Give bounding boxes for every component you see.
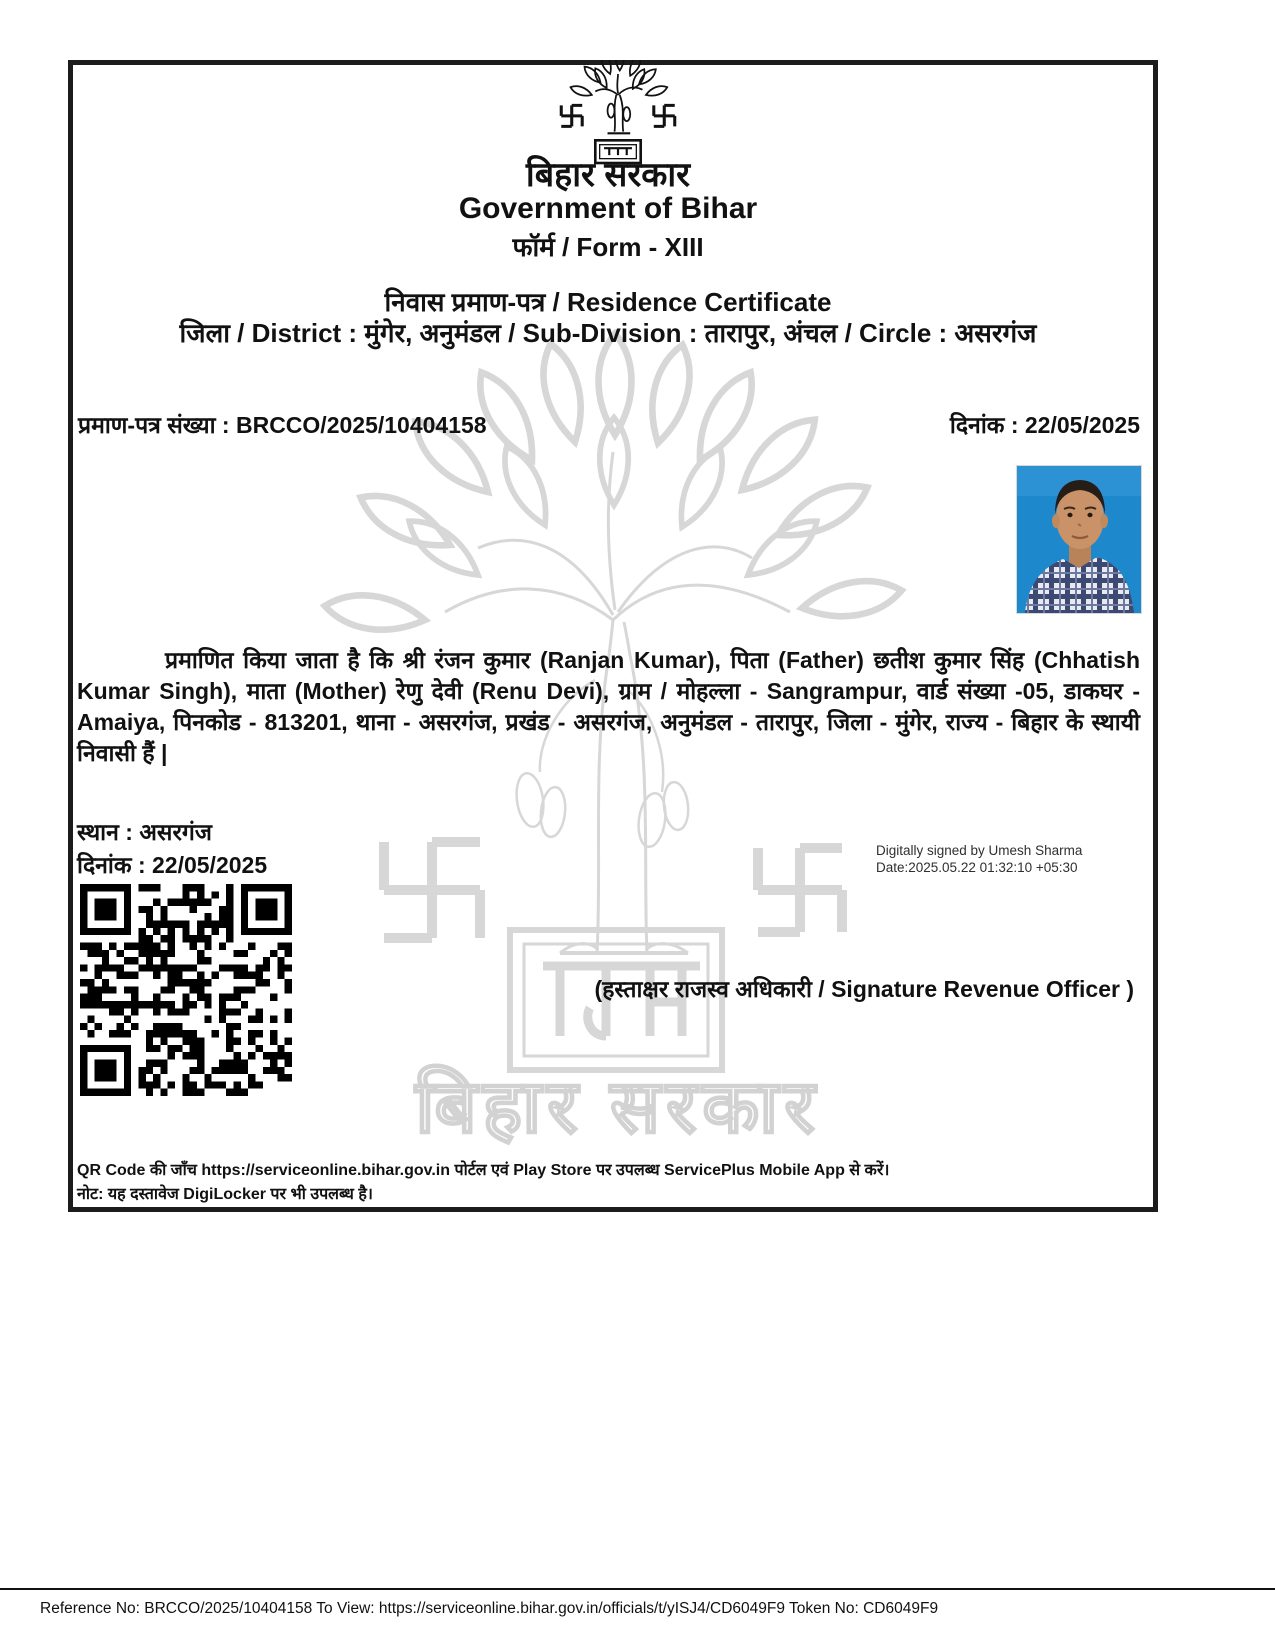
qr-verification-note: QR Code की जाँच https://serviceonline.bihar.gov.in पोर्टल एवं Play Store पर उपलब्ध ServicePlus Mobile App से करें। [77,1162,890,1179]
watermark-text: बिहार सरकार [415,1065,821,1148]
certificate-body-text: प्रमाणित किया जाता है कि श्री रंजन कुमार (Ranjan Kumar), पिता (Father) छतीश कुमार सिंह (Chhatish Kumar Singh), माता (Mother) रेणु देवी (Renu Devi), ग्राम / मोहल्ला - Sangrampur, वार्ड संख्या -05, डाकघर - Amaiya, पिनकोड - 813201, थाना - असरगंज, प्रखंड - असरगंज, अनुमंडल - तारापुर, जिला - मुंगेर, राज्य - बिहार के स्थायी निवासी हैं | [77,647,1140,766]
digital-signature-signer: Digitally signed by Umesh Sharma [876,843,1083,858]
certificate-title: निवास प्रमाण-पत्र / Residence Certificate [384,287,832,317]
digilocker-note: नोट: यह दस्तावेज DigiLocker पर भी उपलब्ध है। [77,1186,373,1203]
signature-revenue-officer-line: (हस्ताक्षर राजस्व अधिकारी / Signature Revenue Officer ) [594,976,1134,1002]
emblem-swastika-right [654,105,675,126]
issue-date-line: दिनांक : 22/05/2025 [77,852,268,878]
government-name-english: Government of Bihar [458,192,758,225]
district-subdivision-circle-line: जिला / District : मुंगेर, अनुमंडल / Sub-Division : तारापुर, अंचल / Circle : असरगंज [179,318,1037,348]
form-number-line: फॉर्म / Form - XIII [512,232,704,262]
certificate-date: दिनांक : 22/05/2025 [949,412,1140,438]
footer-divider [0,1588,1275,1590]
footer-reference-line: Reference No: BRCCO/2025/10404158 To View: https://serviceonline.bihar.gov.in/officials/t/yISJ4/CD6049F9 Token No: CD6049F9 [40,1600,939,1617]
applicant-photo [1016,465,1142,614]
digital-signature-date: Date:2025.05.22 01:32:10 +05:30 [876,860,1078,875]
place-line: स्थान : असरगंज [77,819,212,845]
certificate-number: प्रमाण-पत्र संख्या : BRCCO/2025/10404158 [78,412,487,438]
certificate-meta-row [78,408,1140,440]
emblem-swastika-left [561,105,582,126]
digital-signature-block [876,842,1082,876]
government-name-hindi: बिहार सरकार [525,156,691,194]
